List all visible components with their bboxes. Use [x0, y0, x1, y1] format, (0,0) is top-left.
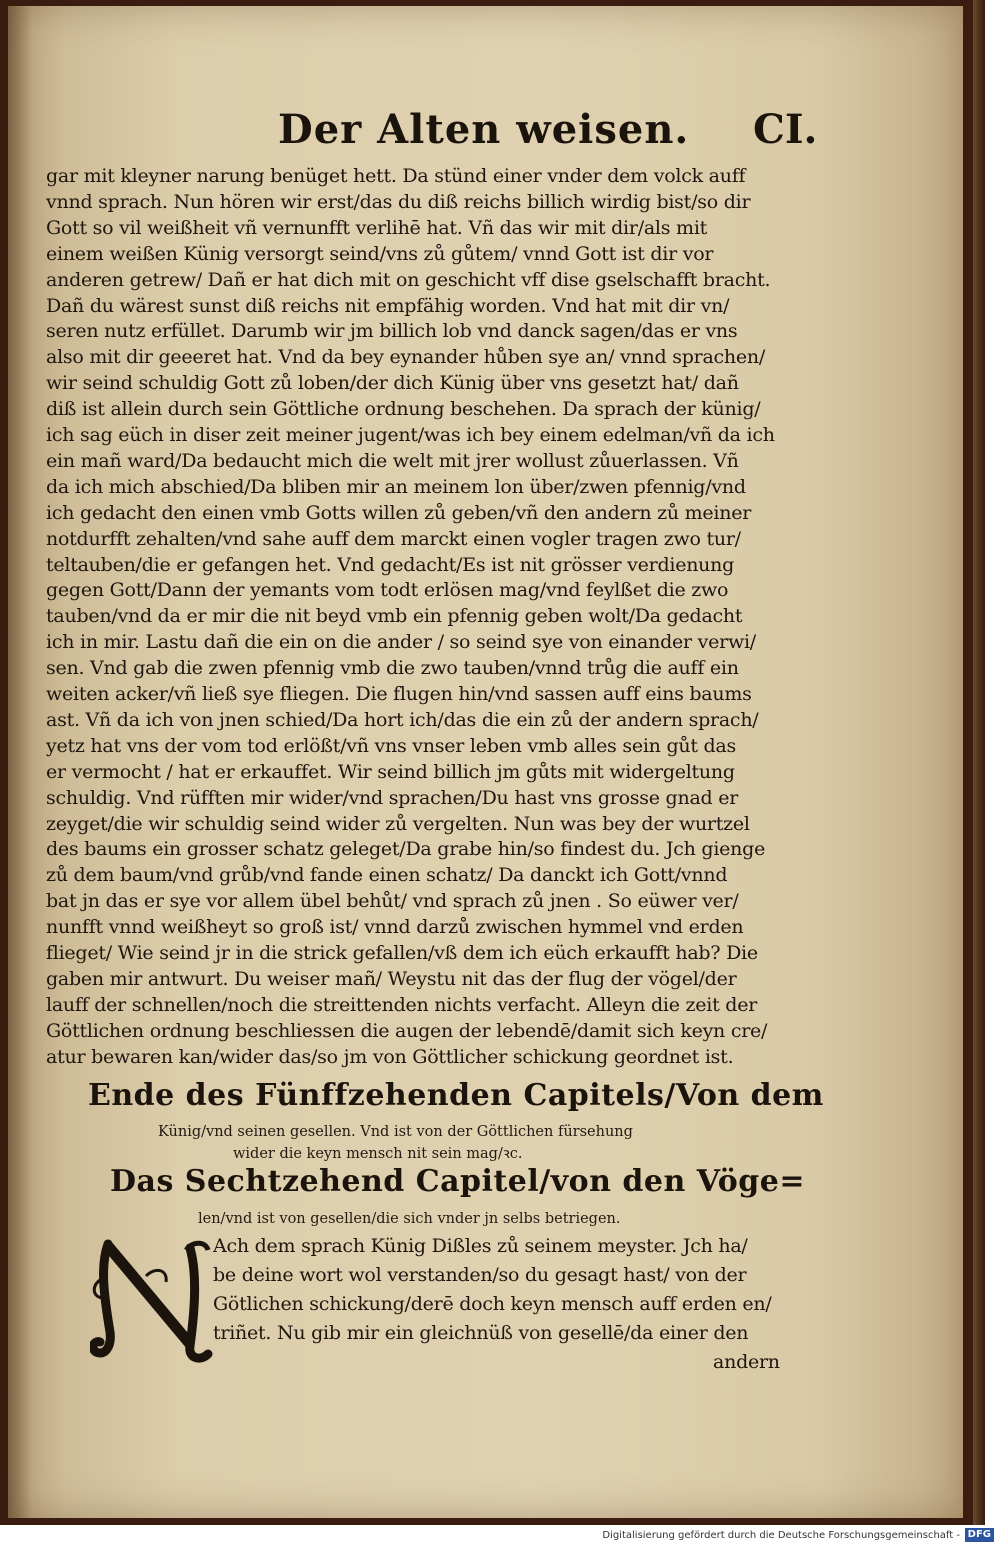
text-line: da ich mich abschied/Da bliben mir an meinem lon über/zwen pfennig/vnd: [46, 475, 746, 498]
text-line: ein mañ ward/Da bedaucht mich die welt mit jrer wollust zůuerlassen. Vñ: [46, 449, 739, 472]
text-line: flieget/ Wie seind jr in die strick gefallen/vß dem ich eüch erkaufft hab? Die: [46, 942, 758, 964]
end-chapter-subline: Künig/vnd seinen gesellen. Vnd ist von der Göttlichen fürsehung: [158, 1124, 633, 1140]
text-line: atur bewaren kan/wider das/so jm von Göttlicher schickung geordnet ist.: [46, 1045, 734, 1068]
text-line: ich in mir. Lastu dañ die ein on die ander / so seind sye von einander verwi/: [46, 631, 756, 654]
text-line: gar mit kleyner narung benüget hett. Da stünd einer vnder dem volck auff: [46, 165, 746, 187]
text-line: wir seind schuldig Gott zů loben/der dich Künig über vns gesetzt hat/ dañ: [46, 372, 739, 395]
text-line: anderen getrew/ Dañ er hat dich mit on geschicht vff dise gselschafft bracht.: [46, 268, 771, 291]
text-line: ich gedacht den einen vmb Gotts willen zů geben/vñ den andern zů meiner: [46, 501, 752, 524]
text-line: Göttlichen ordnung beschliessen die augen der lebendē/damit sich keyn cre/: [46, 1019, 768, 1042]
text-line: nunfft vnnd weißheyt so groß ist/ vnnd darzů zwischen hymmel vnd erden: [46, 916, 744, 939]
chapter-text-line: be deine wort wol verstanden/so du gesagt hast/ von der: [213, 1264, 747, 1286]
text-line: teltauben/die er gefangen het. Vnd gedacht/Es ist nit grösser verdienung: [46, 553, 735, 576]
text-line: Gott so vil weißheit vñ vernunfft verlihē hat. Vñ das wir mit dir/als mit: [46, 216, 708, 239]
running-title: Der Alten weisen.: [278, 106, 690, 153]
text-line: ich sag eüch in diser zeit meiner jugent/was ich bey einem edelman/vñ da ich: [46, 424, 775, 446]
end-chapter-subline: wider die keyn mensch nit sein mag/ꝛc.: [233, 1146, 523, 1162]
text-line: zů dem baum/vnd grůb/vnd fande einen schatz/ Da danckt ich Gott/vnnd: [46, 864, 728, 887]
text-line: seren nutz erfüllet. Darumb wir jm billich lob vnd danck sagen/das er vns: [46, 320, 738, 343]
book-page: [8, 6, 963, 1518]
text-line: Dañ du wärest sunst diß reichs nit empfähig worden. Vnd hat mit dir vn/: [46, 294, 730, 317]
chapter-heading: Das Sechtzehend Capitel/von den Vöge=: [110, 1164, 805, 1199]
chapter-text-line: Ach dem sprach Künig Dißles zů seinem meyster. Jch ha/: [213, 1235, 748, 1257]
text-line: einem weißen Künig versorgt seind/vns zů gůtem/ vnnd Gott ist dir vor: [46, 242, 714, 265]
chapter-text-line: andern: [713, 1351, 780, 1373]
dfg-logo: DFG: [965, 1528, 994, 1542]
text-line: gegen Gott/Dann der yemants vom todt erlösen mag/vnd feylßet die zwo: [46, 579, 729, 602]
text-line: vnnd sprach. Nun hören wir erst/das du diß reichs billich wirdig bist/so dir: [46, 190, 751, 213]
chapter-subheading: len/vnd ist von gesellen/die sich vnder jn selbs betriegen.: [198, 1211, 621, 1227]
text-line: tauben/vnd da er mir die nit beyd vmb ein pfennig geben wolt/Da gedacht: [46, 605, 743, 628]
end-chapter-heading: Ende des Fünffzehenden Capitels/Von dem: [88, 1078, 824, 1113]
decorated-initial-letter: [90, 1236, 218, 1366]
book-edge: [973, 0, 985, 1525]
text-line: ast. Vñ da ich von jnen schied/Da hort ich/das die ein zů der andern sprach/: [46, 708, 759, 731]
gutter-shadow: [8, 6, 32, 1518]
text-line: weiten acker/vñ ließ sye fliegen. Die flugen hin/vnd sassen auff eins baums: [46, 683, 752, 705]
text-line: diß ist allein durch sein Göttliche ordnung beschehen. Da sprach der künig/: [46, 398, 761, 421]
text-line: lauff der schnellen/noch die streittenden nichts verfacht. Alleyn die zeit der: [46, 993, 758, 1016]
folio-number: CI.: [753, 106, 818, 153]
chapter-text-line: triñet. Nu gib mir ein gleichnüß von gesellē/da einer den: [213, 1322, 749, 1344]
text-line: gaben mir antwurt. Du weiser mañ/ Weystu nit das der flug der vögel/der: [46, 967, 737, 990]
text-line: also mit dir geeeret hat. Vnd da bey eynander hůben sye an/ vnnd sprachen/: [46, 346, 766, 369]
funding-credit: Digitalisierung gefördert durch die Deutsche Forschungsgemeinschaft -: [602, 1530, 960, 1541]
text-line: notdurfft zehalten/vnd sahe auff dem marckt einen vogler tragen zwo tur/: [46, 527, 741, 550]
text-line: yetz hat vns der vom tod erlößt/vñ vns vnser leben vmb alles sein gůt das: [46, 734, 737, 757]
text-line: bat jn das er sye vor allem übel behůt/ vnd sprach zů jnen . So eüwer ver/: [46, 890, 739, 913]
text-line: zeyget/die wir schuldig seind wider zů vergelten. Nun was bey der wurtzel: [46, 812, 750, 835]
chapter-text-line: Götlichen schickung/derē doch keyn mensch auff erden en/: [213, 1293, 772, 1315]
text-line: schuldig. Vnd rüfften mir wider/vnd sprachen/Du hast vns grosse gnad er: [46, 786, 739, 809]
text-line: des baums ein grosser schatz geleget/Da grabe hin/so findest du. Jch gienge: [46, 838, 766, 861]
text-line: sen. Vnd gab die zwen pfennig vmb die zwo tauben/vnnd trůg die auff ein: [46, 657, 739, 680]
text-line: er vermocht / hat er erkauffet. Wir seind billich jm gůts mit widergeltung: [46, 760, 735, 783]
